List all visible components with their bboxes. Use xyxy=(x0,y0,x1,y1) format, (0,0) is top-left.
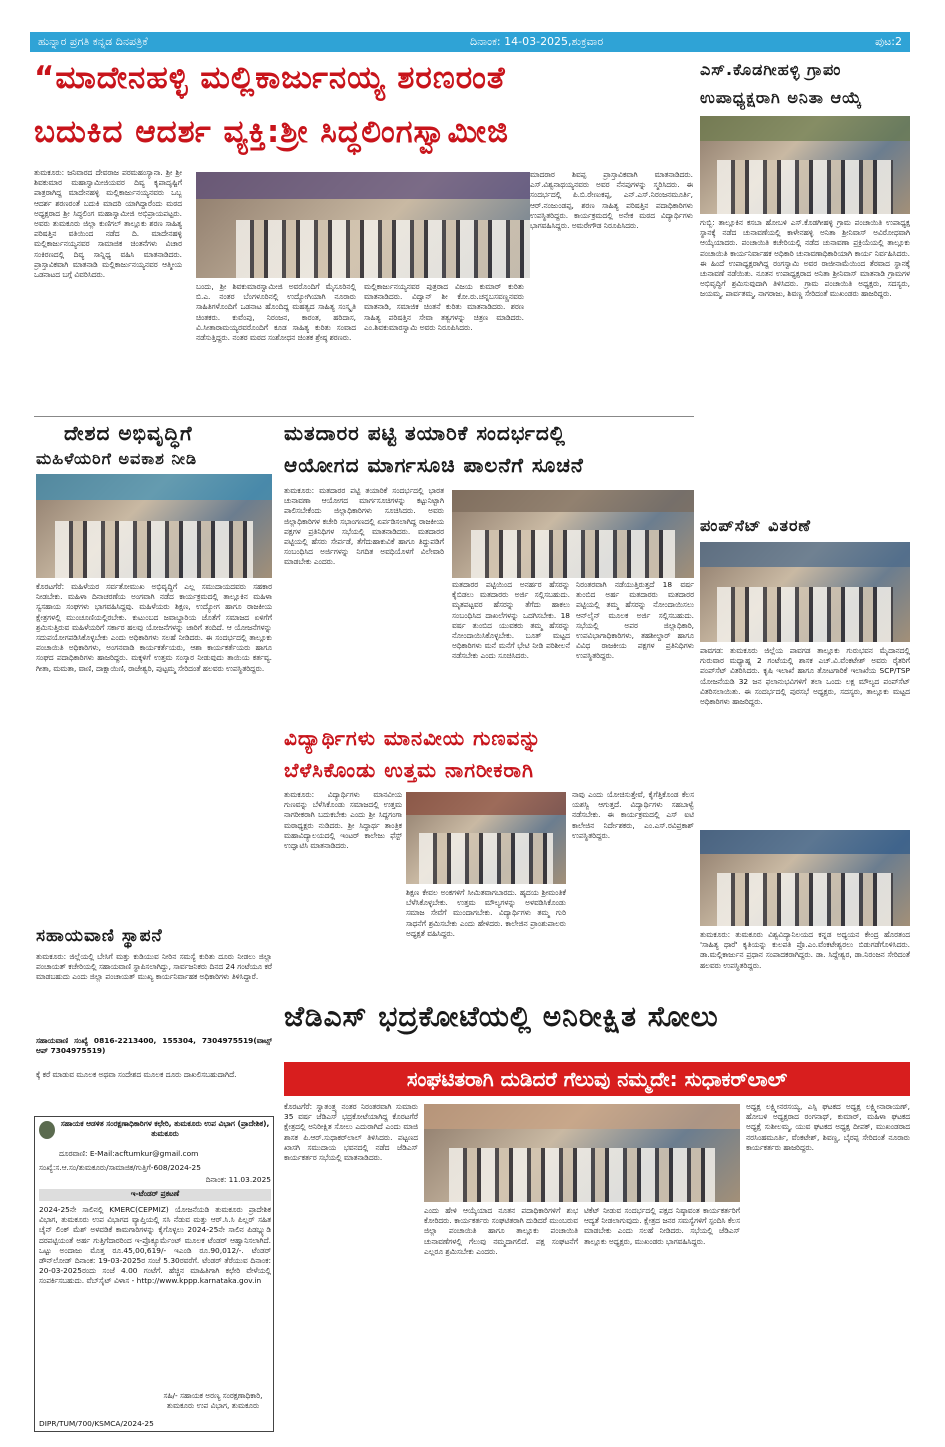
emblem-icon xyxy=(39,1121,55,1139)
students-col2: ಶಿಕ್ಷಣ ಕೇವಲ ಅಂಕಗಳಿಗೆ ಸೀಮಿತವಾಗಬಾರದು. ಹೃದಯ ಶ್ರೀಮಂತಿಕೆ ಬೆಳೆಸಿಕೊಳ್ಳಬೇಕು. ಉತ್ತಮ ಮೌಲ್ಯಗಳನ್ನು ಅಳವಡಿಸಿಕೊಂಡು ಸಮಾಜ ಸೇವೆಗೆ ಮುಂದಾಗಬೇಕು. ವಿದ್ಯಾರ್ಥಿಗಳು ತಮ್ಮ ಗುರಿ ಸಾಧನೆಗೆ ಶ್ರಮಿಸಬೇಕು ಎಂದು ಹೇಳಿದರು. ಕಾಲೇಜಿನ ಪ್ರಾಂಶುಪಾಲರು ಅಧ್ಯಕ್ಷತೆ ವಹಿಸಿದ್ದರು. xyxy=(406,888,566,938)
tender-notice xyxy=(34,1116,274,1432)
notice-footer-code: DIPR/TUM/700/KSMCA/2024-25 xyxy=(39,1419,154,1428)
voters-col1: ತುಮಕೂರು: ಮತದಾರರ ಪಟ್ಟಿ ತಯಾರಿಕೆ ಸಂದರ್ಭದಲ್ಲಿ ಭಾರತ ಚುನಾವಣಾ ಆಯೋಗದ ಮಾರ್ಗಸೂಚಿಗಳನ್ನು ಕಟ್ಟುನಿಟ್ಟಾಗಿ ಪಾಲಿಸಬೇಕೆಂದು ಜಿಲ್ಲಾಧಿಕಾರಿಗಳು ಸೂಚಿಸಿದರು. ಅವರು ಜಿಲ್ಲಾಧಿಕಾರಿಗಳ ಕಚೇರಿ ಸಭಾಂಗಣದಲ್ಲಿ ಏರ್ಪಡಿಸಲಾಗಿದ್ದ ರಾಜಕೀಯ ಪಕ್ಷಗಳ ಪ್ರತಿನಿಧಿಗಳ ಸಭೆಯಲ್ಲಿ ಮಾತನಾಡಿದರು. ಮತದಾರರ ಪಟ್ಟಿಯಲ್ಲಿ ಹೆಸರು ಸೇರ್ಪಡೆ, ತೆಗೆದುಹಾಕುವಿಕೆ ಹಾಗೂ ತಿದ್ದುಪಡಿಗೆ ಸಂಬಂಧಿಸಿದ ಅರ್ಜಿಗಳನ್ನು ನಿಗದಿತ ಅವಧಿಯೊಳಗೆ ವಿಲೇವಾರಿ ಮಾಡಬೇಕು ಎಂದರು. xyxy=(284,486,444,567)
voters-headline-line1: ಮತದಾರರ ಪಟ್ಟಿ ತಯಾರಿಕೆ ಸಂದರ್ಭದಲ್ಲಿ xyxy=(284,421,566,445)
voters-headline-line2: ಆಯೋಗದ ಮಾರ್ಗಸೂಚಿ ಪಾಲನೆಗೆ ಸೂಚನೆ xyxy=(284,453,584,477)
jds-subhead: ಸಂಘಟಿತರಾಗಿ ದುಡಿದರೆ ಗೆಲುವು ನಮ್ಮದೇ: ಸುಧಾಕರ್‌ಲಾಲ್ xyxy=(284,1062,910,1096)
masthead-bar xyxy=(30,32,910,52)
helpline-numbers: ಸಹಾಯವಾಣಿ ಸಂಖ್ಯೆ 0816-2213400, 155304, 7304975519(ವಾಟ್ಸ್ ಆಪ್ 7304975519) xyxy=(36,1036,272,1056)
right-body: ಗುಬ್ಬಿ: ತಾಲ್ಲೂಕಿನ ಕಸಬಾ ಹೋಬಳಿ ಎಸ್.ಕೊಡಗೀಹಳ್ಳಿ ಗ್ರಾಮ ಪಂಚಾಯಿತಿ ಉಪಾಧ್ಯಕ್ಷ ಸ್ಥಾನಕ್ಕೆ ನಡೆದ ಚುನಾವಣೆಯಲ್ಲಿ ಕಾಳೇನಹಳ್ಳಿ ಅನಿತಾ ಶ್ರೀನಿವಾಸ್ ಅವಿರೋಧವಾಗಿ ಆಯ್ಕೆಯಾದರು. ಪಂಚಾಯಿತಿ ಕಚೇರಿಯಲ್ಲಿ ನಡೆದ ಚುನಾವಣಾ ಪ್ರಕ್ರಿಯೆಯಲ್ಲಿ ತಾಲ್ಲೂಕು ಪಂಚಾಯಿತಿ ಕಾರ್ಯನಿರ್ವಾಹಕ ಅಧಿಕಾರಿ ಚುನಾವಣಾಧಿಕಾರಿಯಾಗಿ ಕಾರ್ಯ ನಿರ್ವಹಿಸಿದರು. ಈ ಹಿಂದೆ ಉಪಾಧ್ಯಕ್ಷರಾಗಿದ್ದ ರಂಗಸ್ವಾಮಿ ಅವರ ರಾಜೀನಾಮೆಯಿಂದ ತೆರವಾದ ಸ್ಥಾನಕ್ಕೆ ಚುನಾವಣೆ ನಡೆಯಿತು. ನೂತನ ಉಪಾಧ್ಯಕ್ಷರಾದ ಅನಿತಾ ಶ್ರೀನಿವಾಸ್ ಮಾತನಾಡಿ ಗ್ರಾಮಗಳ ಅಭಿವೃದ್ಧಿಗೆ ಶ್ರಮಿಸುವುದಾಗಿ ತಿಳಿಸಿದರು. ಗ್ರಾಮ ಪಂಚಾಯಿತಿ ಅಧ್ಯಕ್ಷರು, ಸದಸ್ಯರು, ಜಯಮ್ಮ, ಪಾರ್ವತಮ್ಮ, ನಾಗರಾಜು, ಶಿವಣ್ಣ ಸೇರಿದಂತೆ ಮುಖಂಡರು ಹಾಜರಿದ್ದರು. xyxy=(700,218,910,299)
jds-col1: ಕೊರಟಗೆರೆ: ಸ್ವಾತಂತ್ರ್ಯ ನಂತರ ನಿರಂತರವಾಗಿ ಸುಮಾರು 35 ವರ್ಷ ಜೆಡಿಎಸ್ ಭದ್ರಕೋಟೆಯಾಗಿದ್ದ ಕೊರಟಗೆರೆ ಕ್ಷೇತ್ರದಲ್ಲಿ ಅನಿರೀಕ್ಷಿತ ಸೋಲು ಎದುರಾಗಿದೆ ಎಂದು ಮಾಜಿ ಶಾಸಕ ಪಿ.ಆರ್.ಸುಧಾಕರ್‌ಲಾಲ್ ತಿಳಿಸಿದರು. ಪಟ್ಟಣದ ಖಾಸಗಿ ಸಮುದಾಯ ಭವನದಲ್ಲಿ ನಡೆದ ಜೆಡಿಎಸ್ ಕಾರ್ಯಕರ್ತರ ಸಭೆಯಲ್ಲಿ ಮಾತನಾಡಿದರು. xyxy=(284,1102,418,1163)
pumpset-body: ಪಾವಗಡ: ತುಮಕೂರು ಜಿಲ್ಲೆಯ ಪಾವಗಡ ತಾಲ್ಲೂಕು ಗುರುಭವನ ಮೈದಾನದಲ್ಲಿ ಗುರುವಾರ ಮಧ್ಯಾಹ್ನ 2 ಗಂಟೆಯಲ್ಲಿ ಶಾಸಕ ಎಚ್.ವಿ.ವೆಂಕಟೇಶ್ ಅವರು ರೈತರಿಗೆ ಪಂಪ್‌ಸೆಟ್ ವಿತರಿಸಿದರು. ಕೃಷಿ ಇಲಾಖೆ ಹಾಗೂ ತೋಟಗಾರಿಕೆ ಇಲಾಖೆಯ SCP/TSP ಯೋಜನೆಯಡಿ 32 ಜನ ಫಲಾನುಭವಿಗಳಿಗೆ ತಲಾ ಒಂದು ಲಕ್ಷ ಮೌಲ್ಯದ ಪಂಪ್‌ಸೆಟ್ ವಿತರಿಸಲಾಯಿತು. ಈ ಸಂದರ್ಭದಲ್ಲಿ ಪುರಸಭೆ ಅಧ್ಯಕ್ಷರು, ಸದಸ್ಯರು, ತಾಲ್ಲೂಕು ಮಟ್ಟದ ಅಧಿಕಾರಿಗಳು ಹಾಜರಿದ್ದರು. xyxy=(700,646,910,707)
notice-email: ದೂರವಾಣಿ: E-Mail:acftumkur@gmail.com xyxy=(59,1149,199,1158)
voters-col3: ನಿರಂತರವಾಗಿ ನಡೆಯುತ್ತಿರುತ್ತದೆ 18 ವರ್ಷ ತುಂಬಿದ ಅರ್ಹ ಮತದಾರರು ಮತದಾರರ ಪಟ್ಟಿಯಲ್ಲಿ ತಮ್ಮ ಹೆಸರನ್ನು ನೋಂದಾಯಿಸಲು ಆನ್‌ಲೈನ್ ಮೂಲಕ ಅರ್ಜಿ ಸಲ್ಲಿಸಬಹುದು. ಸಭೆಯಲ್ಲಿ ಅಪರ ಜಿಲ್ಲಾಧಿಕಾರಿ, ಉಪವಿಭಾಗಾಧಿಕಾರಿಗಳು, ತಹಶೀಲ್ದಾರ್ ಹಾಗೂ ವಿವಿಧ ರಾಜಕೀಯ ಪಕ್ಷಗಳ ಪ್ರತಿನಿಧಿಗಳು ಉಪಸ್ಥಿತರಿದ್ದರು. xyxy=(576,580,694,661)
notice-ref: ಸಂಖ್ಯೆ:ಸ.ಆ.ಸಂ/ತುಮಕೂರು/ಸಾಮಾಜಿಕ/ಗುತ್ತಿಗೆ-608/2024-25 xyxy=(39,1163,201,1172)
lead-col1: ತುಮಕೂರು: ಜನಿವಾರದ ದೇವರಾಜ ಪರಮಹಂಸ್ಯಾನಾ. ಶ್ರೀ ಶ್ರೀ ಶಿವಕುಮಾರ ಮಹಾಸ್ವಾಮೀಜಿಯವರ ದಿವ್ಯ ಕೃಪಾದೃಷ್ಟಿಗೆ ಪಾತ್ರರಾಗಿದ್ದ ಮಾದೇನಹಳ್ಳಿ ಮಲ್ಲಿಕಾರ್ಜುನಯ್ಯನವರು ಒಬ್ಬ ಆದರ್ಶ ಶರಣರಂತೆ ಬದುಕಿ ಮಾದರಿ ಯಾಗಿದ್ದಾರೆಂದು ಮಠದ ಅಧ್ಯಕ್ಷರಾದ ಶ್ರೀ ಸಿದ್ಧಲಿಂಗ ಮಹಾಸ್ವಾಮೀಜಿ ಅಭಿಪ್ರಾಯಪಟ್ಟರು. ಅವರು ತುಮಕೂರು ಜಿಲ್ಲಾ ಕುಣಿಗಲ್ ತಾಲ್ಲೂಕು ಶರಣ ಸಾಹಿತ್ಯ ಪರಿಷತ್ತಿನ ವತಿಯಿಂದ ನಡೆದ ದಿ. ಮಾದೇನಹಳ್ಳಿ ಮಲ್ಲಿಕಾರ್ಜುನಯ್ಯನವರ ಸಾಮಾಜಿಕ ಚಿಂತನೆಗಳು ವಿಚಾರ ಸಂಕಿರಣದಲ್ಲಿ ದಿವ್ಯ ಸಾನ್ನಿಧ್ಯ ವಹಿಸಿ ಮಾತನಾಡಿದರು. ಪ್ರಾಸ್ತಾವಿಕವಾಗಿ ಮಾತನಾಡಿ ಮಲ್ಲಿಕಾರ್ಜುನಯ್ಯನವರ ಆತ್ಮೀಯ ಒಡನಾಟದ ಬಗ್ಗೆ ವಿವರಿಸಿದರು. xyxy=(34,168,182,280)
students-col3: ನಾವು ಎಂದು ಯೋಚಿಸುತ್ತೇವೆ, ಕೈಗೆತ್ತಿಕೊಂಡ ಕೆಲಸ ಯಶಸ್ವಿ ಆಗುತ್ತದೆ. ವಿದ್ಯಾರ್ಥಿಗಳು ಸಹಬಾಳ್ವೆ ನಡೆಸಬೇಕು. ಈ ಕಾರ್ಯಕ್ರಮದಲ್ಲಿ ಎಸ್ ಐಟಿ ಕಾಲೇಜಿನ ನಿರ್ದೇಶಕರು, ಎಂ.ಎಸ್.ರವಿಪ್ರಕಾಶ್ ಉಪಸ್ಥಿತರಿದ್ದರು. xyxy=(572,790,694,840)
voters-col2: ಮತದಾರರ ಪಟ್ಟಿಯಿಂದ ಅನರ್ಹರ ಹೆಸರನ್ನು ಕೈಬಿಡಲು ಮತದಾರರು ಅರ್ಜಿ ಸಲ್ಲಿಸಬಹುದು. ಮೃತಪಟ್ಟವರ ಹೆಸರನ್ನು ತೆಗೆದು ಹಾಕಲು ಸಂಬಂಧಿಸಿದ ದಾಖಲೆಗಳನ್ನು ಒದಗಿಸಬೇಕು. 18 ವರ್ಷ ತುಂಬಿದ ಯುವಕರು ತಮ್ಮ ಹೆಸರನ್ನು ನೋಂದಾಯಿಸಿಕೊಳ್ಳಬೇಕು. ಬೂತ್ ಮಟ್ಟದ ಅಧಿಕಾರಿಗಳು ಮನೆ ಮನೆಗೆ ಭೇಟಿ ನೀಡಿ ಪರಿಶೀಲನೆ ನಡೆಸಬೇಕು ಎಂದು ಸೂಚಿಸಿದರು. xyxy=(452,580,570,661)
students-headline-line2: ಬೆಳೆಸಿಕೊಂಡು ಉತ್ತಮ ನಾಗರೀಕರಾಗಿ xyxy=(284,758,534,782)
jds-headline: ಜೆಡಿಎಸ್ ಭದ್ರಕೋಟೆಯಲ್ಲಿ ಅನಿರೀಕ್ಷಿತ ಸೋಲು xyxy=(284,1000,719,1033)
lead-col3: ಮಲ್ಲಿಕಾರ್ಜುನಯ್ಯನವರ ಪುತ್ರರಾದ ವಿಜಯ ಕುಮಾರ್ ಕುರಿತು ಮಾತನಾಡಿದರು. ವಿದ್ವಾನ್ ಶೀ ಕೋ.ರು.ಚನ್ನಬಸವಣ್ಣನವರು ಮಾತನಾಡಿ, ಸಮಾಜಿಕ ಚಿಂತನೆ ಕುರಿತು ಮಾತನಾಡಿದರು. ಶರಣ ಸಾಹಿತ್ಯ ಪರಿಷತ್ತಿನ ಸೇವಾ ತತ್ವಗಳನ್ನು ಚಿತ್ರಣ ಮಾಡಿದರು. ಎಂ.ಶಿವಕುಮಾರಸ್ವಾಮಿ ಅವರು ನಿರೂಪಿಸಿದರು. xyxy=(364,282,524,332)
women-body: ಕೊರಟಗೆರೆ: ಮಹಿಳೆಯರ ಸರ್ವತೋಮುಖ ಅಭಿವೃದ್ಧಿಗೆ ಎಲ್ಲ ಸಮುದಾಯದವರು ಸಹಕಾರ ನೀಡಬೇಕು. ಮಹಿಳಾ ದಿನಾಚರಣೆಯ ಅಂಗವಾಗಿ ನಡೆದ ಕಾರ್ಯಕ್ರಮದಲ್ಲಿ ತಾಲ್ಲೂಕಿನ ಮಹಿಳಾ ಸ್ವಸಹಾಯ ಸಂಘಗಳು ಭಾಗವಹಿಸಿದ್ದವು. ಮಹಿಳೆಯರು ಶಿಕ್ಷಣ, ಉದ್ಯೋಗ ಹಾಗೂ ರಾಜಕೀಯ ಕ್ಷೇತ್ರಗಳಲ್ಲಿ ಮುಂಚೂಣಿಯಲ್ಲಿರಬೇಕು. ಕುಟುಂಬದ ಜವಾಬ್ದಾರಿಯ ಜೊತೆಗೆ ಸಮಾಜದ ಏಳಿಗೆಗೆ ಶ್ರಮಿಸುತ್ತಿರುವ ಮಹಿಳೆಯರಿಗೆ ಸರ್ಕಾರ ಹಲವು ಯೋಜನೆಗಳನ್ನು ಜಾರಿಗೆ ತಂದಿದೆ. ಆ ಯೋಜನೆಗಳನ್ನು ಸದುಪಯೋಗಪಡಿಸಿಕೊಳ್ಳಬೇಕು ಎಂದು ಅಧಿಕಾರಿಗಳು ಸಲಹೆ ನೀಡಿದರು. ಈ ಸಂದರ್ಭದಲ್ಲಿ ತಾಲ್ಲೂಕು ಪಂಚಾಯಿತಿ ಅಧಿಕಾರಿಗಳು, ಅಂಗನವಾಡಿ ಕಾರ್ಯಕರ್ತೆಯರು, ಆಶಾ ಕಾರ್ಯಕರ್ತೆಯರು ಹಾಗೂ ಸಂಘದ ಪದಾಧಿಕಾರಿಗಳು ಹಾಜರಿದ್ದರು. ಮಕ್ಕಳಿಗೆ ಉತ್ತಮ ಸಂಸ್ಕಾರ ನೀಡುವುದು ತಾಯಿಯ ಕರ್ತವ್ಯ. ಗೀತಾ, ಮಮತಾ, ವಾಣಿ, ದಾಕ್ಷಾಯಿಣಿ, ರಾಜೇಶ್ವರಿ, ಪುಟ್ಟಮ್ಮ ಸೇರಿದಂತೆ ಹಲವರು ಉಪಸ್ಥಿತರಿದ್ದರು. xyxy=(36,582,272,673)
notice-office: ಸಹಾಯಕ ಆಡಳಿತ ಸಂರಕ್ಷಣಾಧಿಕಾರಿಗಳ ಕಛೇರಿ, ತುಮಕೂರು ಉಪ ವಿಭಾಗ (ಪ್ರಾದೇಶಿಕ), ತುಮಕೂರು xyxy=(60,1119,270,1139)
lead-col4: ಮಾದರಾರ ಶಿವಪ್ಪ ಪ್ರಾಸ್ತಾವಿಕವಾಗಿ ಮಾತನಾಡಿದರು. ಎಸ್.ವಿಶ್ವನಾಥಯ್ಯನವರು ಅವರ ನೆನಪುಗಳನ್ನು ಸ್ಮರಿಸಿದರು. ಈ ಸಂದರ್ಭದಲ್ಲಿ ಪಿ.ಬಿ.ರೇಣುಕಪ್ಪ, ಎನ್.ಎಸ್.ನಿರಂಜನಮೂರ್ತಿ, ಆರ್.ನಂಜುಂಡಪ್ಪ, ಶರಣ ಸಾಹಿತ್ಯ ಪರಿಷತ್ತಿನ ಪದಾಧಿಕಾರಿಗಳು ಉಪಸ್ಥಿತರಿದ್ದರು. ಕಾರ್ಯಕ್ರಮದಲ್ಲಿ ಅನೇಕ ಮಠದ ವಿದ್ಯಾರ್ಥಿಗಳು ಭಾಗವಹಿಸಿದ್ದರು. ಅಮರೇಗೌಡ ನಿರೂಪಿಸಿದರು. xyxy=(530,170,693,410)
students-col1: ತುಮಕೂರು: ವಿದ್ಯಾರ್ಥಿಗಳು ಮಾನವೀಯ ಗುಣವನ್ನು ಬೆಳೆಸಿಕೊಂಡು ಸಮಾಜದಲ್ಲಿ ಉತ್ತಮ ನಾಗರೀಕರಾಗಿ ಬದುಕಬೇಕು ಎಂದು ಶ್ರೀ ಸಿದ್ದಗಂಗಾ ಮಠಾಧ್ಯಕ್ಷರು ನುಡಿದರು. ಶ್ರೀ ಸಿದ್ಧಾರ್ಥ ತಾಂತ್ರಿಕ ಮಹಾವಿದ್ಯಾಲಯದಲ್ಲಿ ಇಂಟರ್ ಕಾಲೇಜು ಫೆಸ್ಟ್ ಉದ್ಘಾಟಿಸಿ ಮಾತನಾಡಿದರು. xyxy=(284,790,402,851)
lead-headline-line2: ಬದುಕಿದ ಆದರ್ಶ ವ್ಯಕ್ತಿ:ಶ್ರೀ ಸಿದ್ಧಲಿಂಗಸ್ವಾಮೀಜಿ xyxy=(34,114,509,150)
divider xyxy=(34,416,694,417)
book-body: ತುಮಕೂರು: ತುಮಕೂರು ವಿಶ್ವವಿದ್ಯಾನಿಲಯದ ಕನ್ನಡ ಅಧ್ಯಯನ ಕೇಂದ್ರ ಹೊರತಂದ 'ಸಾಹಿತ್ಯ ಧಾರೆ' ಕೃತಿಯನ್ನು ಕುಲಪತಿ ಪ್ರೊ.ಎಂ.ವೆಂಕಟೇಶ್ವರಲು ಬಿಡುಗಡೆಗೊಳಿಸಿದರು. ಡಾ.ಮಲ್ಲಿಕಾರ್ಜುನ ಪ್ರಧಾನ ಸಂಪಾದಕರಾಗಿದ್ದರು. ಡಾ. ಸಿದ್ದೇಶ್ವರ, ಡಾ.ನಿರಂಜನ ಸೇರಿದಂತೆ ಹಲವರು ಉಪಸ್ಥಿತರಿದ್ದರು. xyxy=(700,930,910,970)
right-photo xyxy=(700,116,910,214)
notice-title: ಇ-ಟೆಂಡರ್ ಪ್ರಕಟಣೆ xyxy=(39,1189,271,1201)
helpline-body: ತುಮಕೂರು: ಜಿಲ್ಲೆಯಲ್ಲಿ ಬೇಸಿಗೆ ಮತ್ತು ಕುಡಿಯುವ ನೀರಿನ ಸಮಸ್ಯೆ ಕುರಿತು ದೂರು ನೀಡಲು ಜಿಲ್ಲಾ ಪಂಚಾಯತ್ ಕಚೇರಿಯಲ್ಲಿ ಸಹಾಯವಾಣಿ ಸ್ಥಾಪಿಸಲಾಗಿದ್ದು, ಸಾರ್ವಜನಿಕರು ದಿನದ 24 ಗಂಟೆಯೂ ಕರೆ ಮಾಡಬಹುದು ಎಂದು ಜಿಲ್ಲಾ ಪಂಚಾಯತ್ ಮುಖ್ಯ ಕಾರ್ಯನಿರ್ವಾಹಕ ಅಧಿಕಾರಿಗಳು ತಿಳಿಸಿದ್ದಾರೆ. xyxy=(36,952,272,982)
notice-body: 2024-25ನೇ ಸಾಲಿನಲ್ಲಿ KMERC(CEPMIZ) ಯೋಜನೆಯಡಿ ತುಮಕೂರು ಪ್ರಾದೇಶಿಕ ವಿಭಾಗ, ತುಮಕೂರು ಉಪ ವಿಭಾಗದ ವ್ಯಾಪ್ತಿಯಲ್ಲಿ ಸಸಿ ನೆಡುವ ಮತ್ತು ಆರ್.ಸಿ.ಸಿ ಪಿಲ್ಲರ್ ಸಹಿತ ಚೈನ್ ಲಿಂಕ್ ಮೆಶ್ ಅಳವಡಿಕೆ ಕಾಮಗಾರಿಗಳನ್ನು ಕೈಗೊಳ್ಳಲು 2024-25ನೇ ಸಾಲಿನ ಪಿಡಬ್ಲ್ಯುಡಿ ದರಪಟ್ಟಿಯಂತೆ ಅರ್ಹ ಗುತ್ತಿಗೆದಾರರಿಂದ ಇ-ಪ್ರೊಕ್ಯೂರ್ಮೆಂಟ್ ಮೂಲಕ ಟೆಂಡರ್ ಆಹ್ವಾನಿಸಲಾಗಿದೆ. ಒಟ್ಟು ಅಂದಾಜು ಮೊತ್ತ ರೂ.45,00,619/- ಇಎಂಡಿ ರೂ.90,012/-. ಟೆಂಡರ್ ಡೌನ್‌ಲೋಡ್ ದಿನಾಂಕ: 19-03-2025ರ ಸಂಜೆ 5.30ರವರೆಗೆ. ಟೆಂಡರ್ ತೆರೆಯುವ ದಿನಾಂಕ: 20-03-2025ರಂದು ಸಂಜೆ 4.00 ಗಂಟೆಗೆ. ಹೆಚ್ಚಿನ ಮಾಹಿತಿಗಾಗಿ ಕಛೇರಿ ವೇಳೆಯಲ್ಲಿ ಸಂಪರ್ಕಿಸಬಹುದು. ವೆಬ್‌ಸೈಟ್ ವಿಳಾಸ - http://www.kppp.karnataka.gov.in xyxy=(39,1205,271,1286)
right-headline-line1: ಎಸ್.ಕೊಡಗೀಹಳ್ಳಿ ಗ್ರಾಪಂ xyxy=(700,60,842,79)
women-headline-line1: ದೇಶದ ಅಭಿವೃದ್ಧಿಗೆ xyxy=(64,421,193,445)
notice-date: ದಿನಾಂಕ: 11.03.2025 xyxy=(205,1175,271,1184)
lead-headline-line1: “ಮಾದೇನಹಳ್ಳಿ ಮಲ್ಲಿಕಾರ್ಜುನಯ್ಯ ಶರಣರಂತೆ xyxy=(34,60,506,96)
students-photo xyxy=(406,792,566,884)
women-photo xyxy=(36,474,272,578)
notice-signature: ಸಹಿ/- ಸಹಾಯಕ ಅರಣ್ಯ ಸಂರಕ್ಷಣಾಧಿಕಾರಿ, ತುಮಕೂರು ಉಪ ವಿಭಾಗ, ತುಮಕೂರು xyxy=(163,1391,263,1411)
jds-col2: ಎಂದು ಹೇಳಿ ಆಯ್ಕೆಯಾದ ನೂತನ ಪದಾಧಿಕಾರಿಗಳಿಗೆ ಶುಭ ಕೋರಿದರು. ಕಾರ್ಯಕರ್ತರು ಸಂಘಟಿತರಾಗಿ ದುಡಿದರೆ ಮುಂಬರುವ ಜಿಲ್ಲಾ ಪಂಚಾಯಿತಿ ಹಾಗೂ ತಾಲ್ಲೂಕು ಪಂಚಾಯಿತಿ ಚುನಾವಣೆಗಳಲ್ಲಿ ಗೆಲುವು ನಮ್ಮದಾಗಲಿದೆ. ಪಕ್ಷ ಸಂಘಟನೆಗೆ ಎಲ್ಲರೂ ಶ್ರಮಿಸಬೇಕು ಎಂದರು. xyxy=(424,1206,578,1256)
jds-photo xyxy=(424,1104,740,1202)
students-headline-line1: ವಿದ್ಯಾರ್ಥಿಗಳು ಮಾನವೀಯ ಗುಣವನ್ನು xyxy=(284,726,542,750)
helpline-headline: ಸಹಾಯವಾಣಿ ಸ್ಥಾಪನೆ xyxy=(36,926,163,946)
jds-col3: ಟಿಕೆಟ್ ನೀಡುವ ಸಂದರ್ಭದಲ್ಲಿ ಪಕ್ಷದ ನಿಷ್ಠಾವಂತ ಕಾರ್ಯಕರ್ತರಿಗೆ ಆದ್ಯತೆ ನೀಡಲಾಗುವುದು. ಕ್ಷೇತ್ರದ ಜನರ ಸಮಸ್ಯೆಗಳಿಗೆ ಸ್ಪಂದಿಸಿ ಕೆಲಸ ಮಾಡಬೇಕು ಎಂದು ಸಲಹೆ ನೀಡಿದರು. ಸಭೆಯಲ್ಲಿ ಜೆಡಿಎಸ್ ತಾಲ್ಲೂಕು ಅಧ್ಯಕ್ಷರು, ಮುಖಂಡರು ಭಾಗವಹಿಸಿದ್ದರು. xyxy=(584,1206,740,1246)
paper-name: ಹುನ್ನಾರ ಪ್ರಗತಿ ಕನ್ನಡ ದಿನಪತ್ರಿಕೆ xyxy=(38,35,148,48)
jds-col4: ಅಧ್ಯಕ್ಷ ಲಕ್ಷ್ಮೀನರಸಯ್ಯ, ಎಸ್ಸಿ ಘಟಕದ ಅಧ್ಯಕ್ಷ ಲಕ್ಷ್ಮೀನಾರಾಯಣ್, ಹೋಬಳಿ ಅಧ್ಯಕ್ಷರಾದ ರಂಗನಾಥ್, ಕುಮಾರ್, ಮಹಿಳಾ ಘಟಕದ ಅಧ್ಯಕ್ಷೆ ಸುಶೀಲಮ್ಮ, ಯುವ ಘಟಕದ ಅಧ್ಯಕ್ಷ ದೀಪಕ್, ಮುಖಂಡರಾದ ನರಸಿಂಹಮೂರ್ತಿ, ವೆಂಕಟೇಶ್, ಶಿವಣ್ಣ, ಬೈರಪ್ಪ ಸೇರಿದಂತೆ ನೂರಾರು ಕಾರ್ಯಕರ್ತರು ಹಾಜರಿದ್ದರು. xyxy=(746,1102,910,1152)
helpline-closing: ಕ್ಕೆ ಕರೆ ಮಾಡುವ ಮೂಲಕ ಅಥವಾ ಸಂದೇಶದ ಮೂಲಕ ದೂರು ದಾಖಲಿಸಬಹುದಾಗಿದೆ. xyxy=(36,1070,237,1079)
issue-date: ದಿನಾಂಕ: 14-03-2025,ಶುಕ್ರವಾರ xyxy=(470,35,604,48)
right-headline-line2: ಉಪಾಧ್ಯಕ್ಷರಾಗಿ ಅನಿತಾ ಆಯ್ಕೆ xyxy=(700,88,863,107)
lead-col2: ಬಂದು, ಶ್ರೀ ಶಿವಕುಮಾರಸ್ವಾಮೀಜಿ ಅವರೊಂದಿಗೆ ಮೈಸೂರಿನಲ್ಲಿ ಬಿ.ಎ. ನಂತರ ಬೆಂಗಳೂರಿನಲ್ಲಿ ಉದ್ಯೋಗಿಯಾಗಿ ನೂರಾರು ಸಾಹಿತಿಗಳೊಂದಿಗೆ ಒಡನಾಟ ಹೊಂದಿದ್ದ ಮಹತ್ವದ ಸಾಹಿತ್ಯ ಸಂಸ್ಕೃತಿ ಚಿಂತಕರು. ಕುವೆಂಪು, ನಿರಂಜನ, ಕಾರಂತ, ಹರಿದಾಸ, ವಿ.ಸೀತಾರಾಮಯ್ಯರವರೊಂದಿಗೆ ಕೂಡ ಸಾಹಿತ್ಯ ಕುರಿತು ಸಂವಾದ ನಡೆಸುತ್ತಿದ್ದರು. ನಂತರ ಮಠದ ಸಂಶೋಧನ ಚಿಂತಕ ಶ್ರೇಷ್ಠ ಶರಣರು. xyxy=(196,282,356,343)
book-photo xyxy=(700,830,910,926)
pumpset-headline: ಪಂಪ್‌ಸೆಟ್ ವಿತರಣೆ xyxy=(700,516,812,535)
pumpset-photo xyxy=(700,542,910,642)
women-headline-line2: ಮಹಿಳೆಯರಿಗೆ ಅವಕಾಶ ನೀಡಿ xyxy=(36,449,198,468)
page-number: ಪುಟ:2 xyxy=(875,35,902,48)
voters-photo xyxy=(452,490,694,578)
